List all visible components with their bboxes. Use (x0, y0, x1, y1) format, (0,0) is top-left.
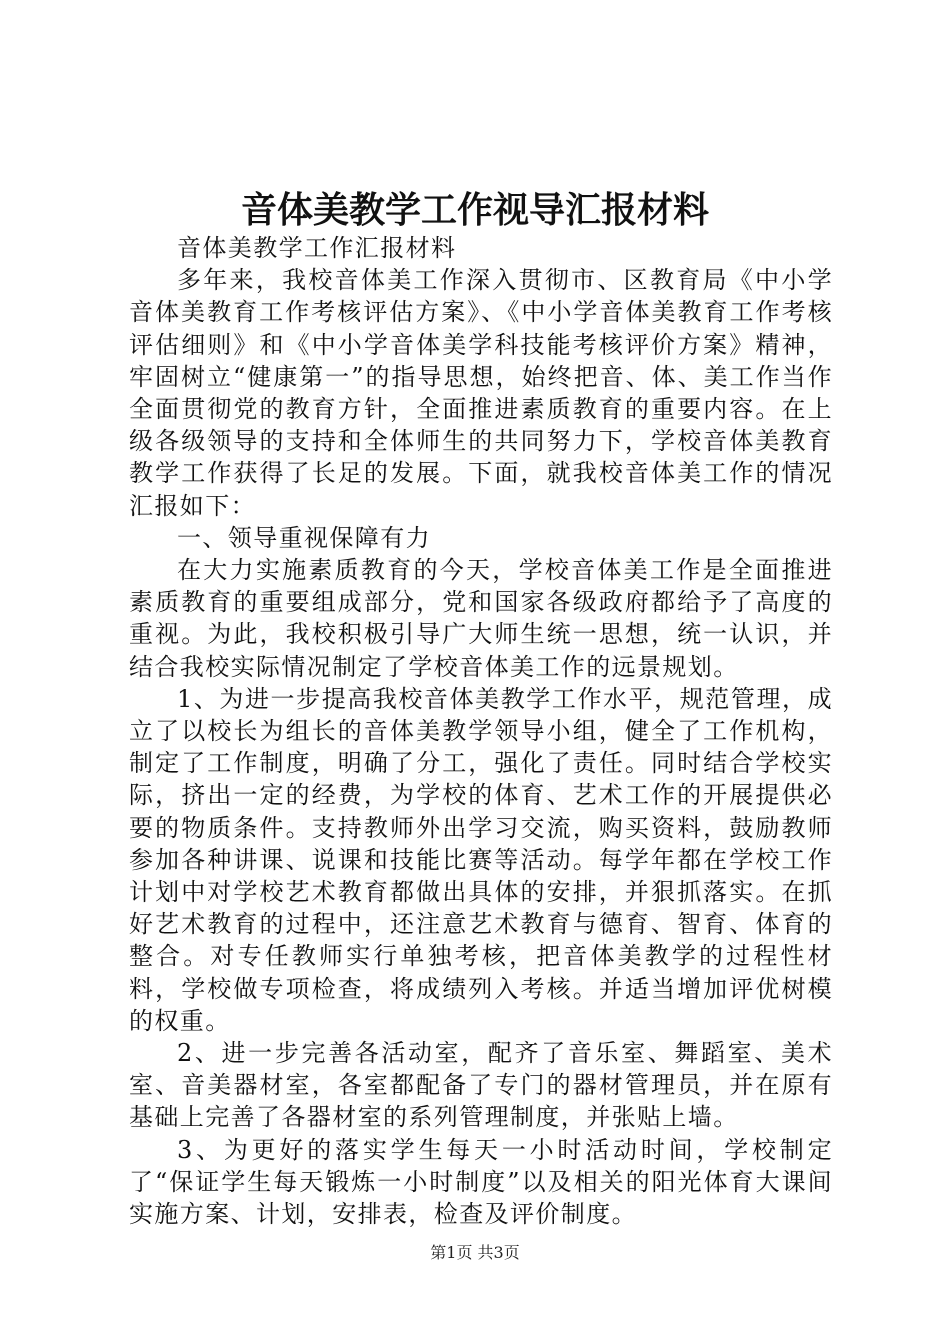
document-title: 音体美教学工作视导汇报材料 (240, 189, 709, 231)
section-1-paragraph: 在大力实施素质教育的今天，学校音体美工作是全面推进素质教育的重要组成部分，党和国家各级政府都给予了高度的重视。为此，我校积极引导广大师生统一思想，统一认识，并结合我校实际情况制定了学校音体美工作的远景规划。 (129, 556, 833, 681)
page-footer: 第1页 共3页 (430, 1243, 520, 1262)
subtitle-paragraph: 音体美教学工作汇报材料 (177, 234, 457, 262)
document-body (129, 232, 833, 1230)
item-2-paragraph: 2、进一步完善各活动室，配齐了音乐室、舞蹈室、美术室、音美器材室，各室都配备了专门的器材管理员，并在原有基础上完善了各器材室的系列管理制度，并张贴上墙。 (129, 1039, 833, 1132)
intro-paragraph: 多年来，我校音体美工作深入贯彻市、区教育局《中小学音体美教育工作考核评估方案》、《中小学音体美教育工作考核评估细则》和《中小学音体美学科技能考核评价方案》精神，牢固树立“健康第一”的指导思想，始终把音、体、美工作当作全面贯彻党的教育方针，全面推进素质教育的重要内容。在上级各级领导的支持和全体师生的共同努力下，学校音体美教育教学工作获得了长足的发展。下面，就我校音体美工作的情况汇报如下： (129, 266, 833, 520)
item-1-paragraph: 1、为进一步提高我校音体美教学工作水平，规范管理，成立了以校长为组长的音体美教学领导小组，健全了工作机构，制定了工作制度，明确了分工，强化了责任。同时结合学校实际，挤出一定的经费，为学校的体育、艺术工作的开展提供必要的物质条件。支持教师外出学习交流，购买资料，鼓励教师参加各种讲课、说课和技能比赛等活动。每学年都在学校工作计划中对学校艺术教育都做出具体的安排，并狠抓落实。在抓好艺术教育的过程中，还注意艺术教育与德育、智育、体育的整合。对专任教师实行单独考核，把音体美教学的过程性材料，学校做专项检查，将成绩列入考核。并适当增加评优树模的权重。 (129, 684, 833, 1035)
section-heading-1: 一、领导重视保障有力 (177, 523, 431, 552)
item-3-paragraph: 3、为更好的落实学生每天一小时活动时间，学校制定了“保证学生每天锻炼一小时制度”以及相关的阳光体育大课间实施方案、计划，安排表，检查及评价制度。 (129, 1135, 833, 1229)
